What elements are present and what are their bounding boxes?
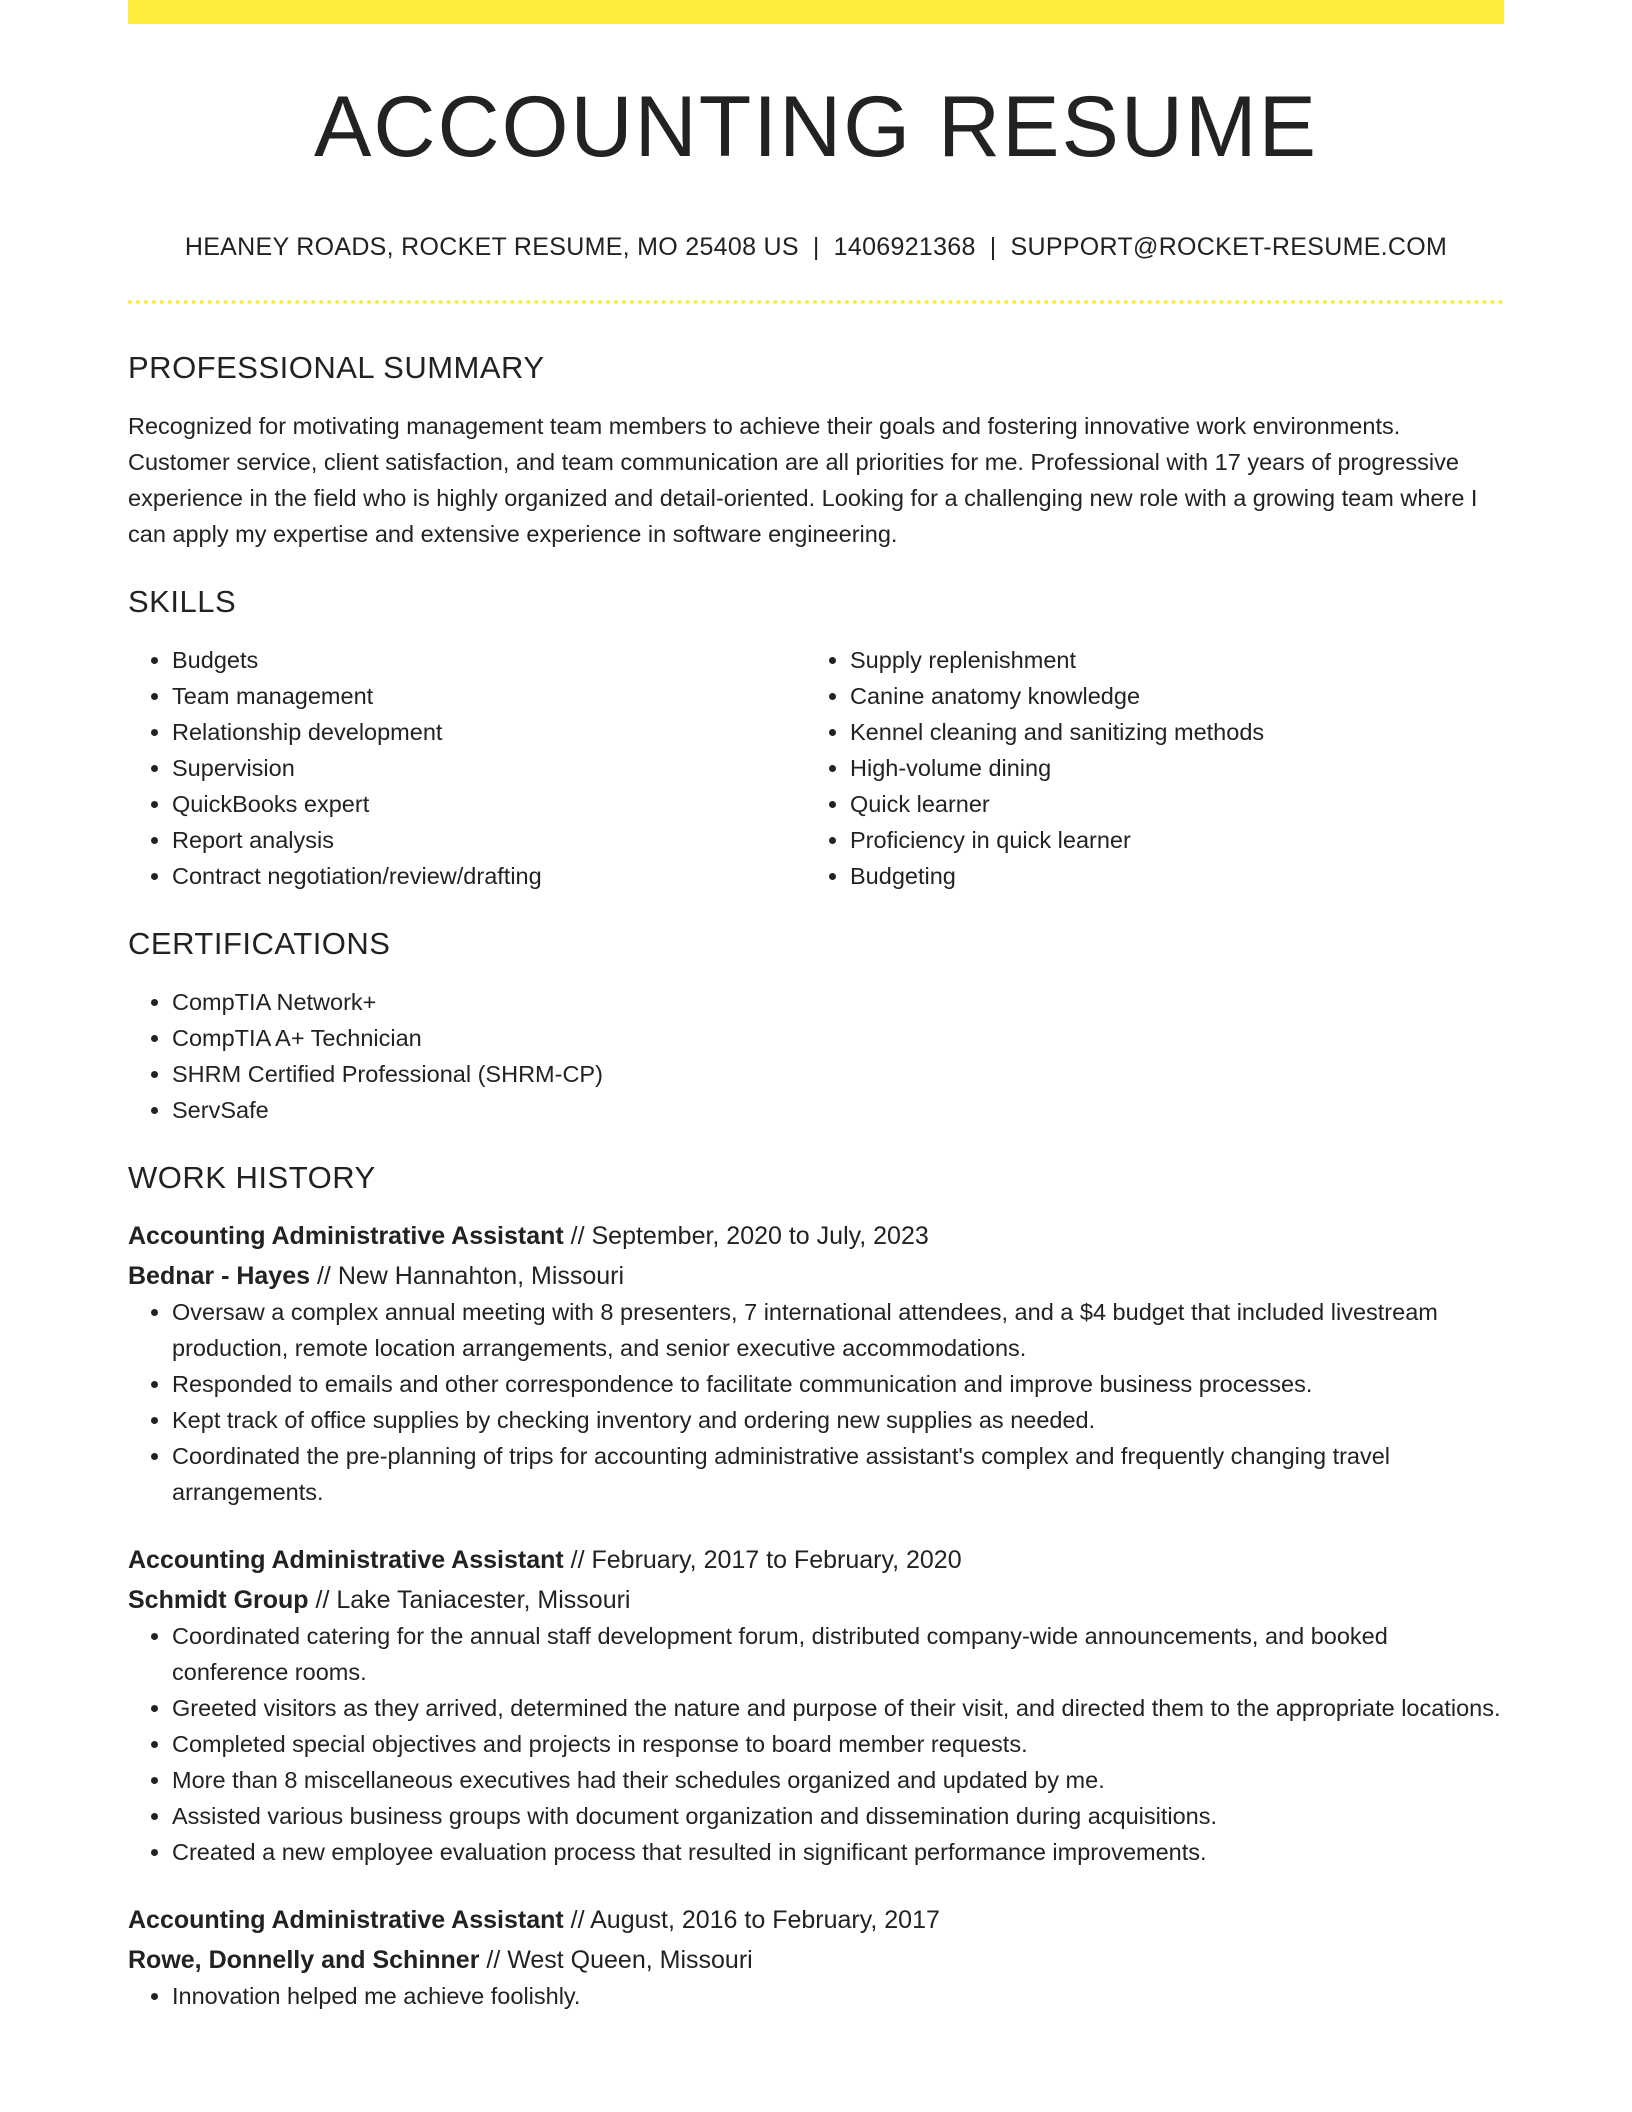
skills-column-right [806,642,1484,894]
skill-item: • Kennel cleaning and sanitizing methods [850,714,1484,750]
job-bullets [128,1618,1504,1870]
skills-grid [128,642,1504,894]
certifications-list [128,984,1504,1128]
certification-item: • SHRM Certified Professional (SHRM-CP) [172,1056,1504,1092]
job-bullet: • Coordinated the pre-planning of trips for accounting administrative assistant's complex and frequently changing travel arrangements. [172,1438,1504,1510]
skill-item: • Supervision [172,750,806,786]
job-title-line [128,1218,1504,1254]
job-bullet: • Responded to emails and other correspondence to facilitate communication and improve business processes. [172,1366,1504,1402]
skill-item: • Budgets [172,642,806,678]
contact-address: HEANEY ROADS, ROCKET RESUME, MO 25408 US [184,232,799,261]
certification-item: • CompTIA A+ Technician [172,1020,1504,1056]
job-bullets [128,1978,1504,2014]
skill-item: • Relationship development [172,714,806,750]
skills-section [128,584,1504,894]
job-bullet: • Innovation helped me achieve foolishly. [172,1978,1504,2014]
skill-item: • Proficiency in quick learner [850,822,1484,858]
skill-item: • Canine anatomy knowledge [850,678,1484,714]
contact-phone: 1406921368 [833,232,976,261]
job-title-line [128,1542,1504,1578]
summary-text: Recognized for motivating management team members to achieve their goals and fostering innovative work environments. Customer service, client satisfaction, and team communication are all priorities for me. Professional with 17 years of progressive experience in the field who is highly organized and detail-oriented. Looking for a challenging new role with a growing team where I can apply my expertise and extensive experience in software engineering. [128,412,1478,547]
resume-title: ACCOUNTING RESUME [314,79,1318,175]
company-line [128,1258,1504,1294]
certifications-heading: CERTIFICATIONS [128,925,391,961]
skill-item: • Budgeting [850,858,1484,894]
skill-item: • Report analysis [172,822,806,858]
job-dates: // February, 2017 to February, 2020 [563,1545,962,1574]
skill-item: • Contract negotiation/review/drafting [172,858,806,894]
skill-item: • High-volume dining [850,750,1484,786]
job-bullet: • Assisted various business groups with document organization and dissemination during acquisitions. [172,1798,1504,1834]
work-history-section [128,1160,1504,2014]
job-title: Accounting Administrative Assistant [128,1221,564,1250]
skills-list-right [806,642,1484,894]
company-location: // New Hannahton, Missouri [310,1261,625,1290]
job-bullet: • Oversaw a complex annual meeting with 8 presenters, 7 international attendees, and a $4 budget that included livestream production, remote location arrangements, and senior executive accommodations. [172,1294,1504,1366]
job-bullet: • Coordinated catering for the annual staff development forum, distributed company-wide announcements, and booked conference rooms. [172,1618,1504,1690]
company-line [128,1942,1504,1978]
skills-heading: SKILLS [128,583,237,619]
header-divider [128,300,1504,304]
skills-list-left [128,642,806,894]
job-bullet: • Created a new employee evaluation process that resulted in significant performance improvements. [172,1834,1504,1870]
top-accent-bar [128,0,1504,24]
certification-item: • ServSafe [172,1092,1504,1128]
skills-column-left [128,642,806,894]
resume-page [128,0,1504,2014]
contact-separator: | [989,232,997,261]
work-history-heading: WORK HISTORY [128,1159,376,1195]
skill-item: • Supply replenishment [850,642,1484,678]
company-location: // Lake Taniacester, Missouri [308,1585,631,1614]
job-entry [128,1902,1504,2014]
company-name: Schmidt Group [128,1585,309,1614]
certifications-section [128,926,1504,1128]
job-entry [128,1218,1504,1510]
job-bullet: • Greeted visitors as they arrived, determined the nature and purpose of their visit, and directed them to the appropriate locations. [172,1690,1504,1726]
company-name: Rowe, Donnelly and Schinner [128,1945,480,1974]
job-bullet: • Completed special objectives and projects in response to board member requests. [172,1726,1504,1762]
job-title: Accounting Administrative Assistant [128,1545,564,1574]
certification-item: • CompTIA Network+ [172,984,1504,1020]
job-bullet: • More than 8 miscellaneous executives had their schedules organized and updated by me. [172,1762,1504,1798]
job-entry [128,1542,1504,1870]
job-dates: // August, 2016 to February, 2017 [563,1905,940,1934]
skill-item: • Quick learner [850,786,1484,822]
skill-item: • QuickBooks expert [172,786,806,822]
contact-separator: | [812,232,820,261]
skill-item: • Team management [172,678,806,714]
contact-line [128,233,1504,262]
job-dates: // September, 2020 to July, 2023 [563,1221,929,1250]
contact-email: SUPPORT@ROCKET-RESUME.COM [1010,232,1448,261]
summary-section [128,350,1504,552]
company-name: Bednar - Hayes [128,1261,311,1290]
company-location: // West Queen, Missouri [479,1945,753,1974]
company-line [128,1582,1504,1618]
job-title-line [128,1902,1504,1938]
summary-heading: PROFESSIONAL SUMMARY [128,349,545,385]
job-bullets [128,1294,1504,1510]
job-bullet: • Kept track of office supplies by checking inventory and ordering new supplies as needed. [172,1402,1504,1438]
job-title: Accounting Administrative Assistant [128,1905,564,1934]
